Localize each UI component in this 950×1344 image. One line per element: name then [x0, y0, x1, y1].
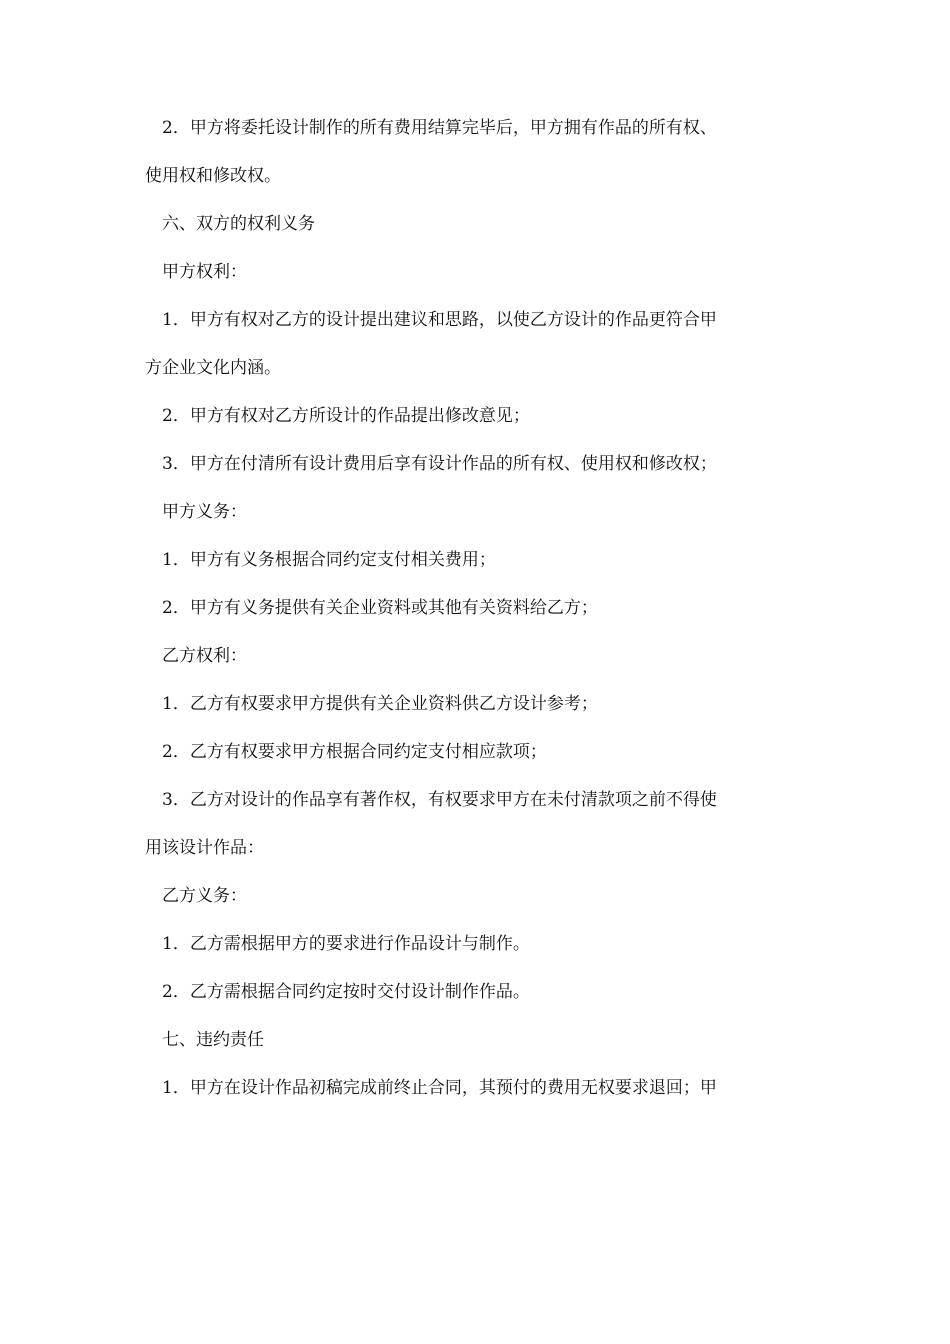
- text-line: 2．甲方将委托设计制作的所有费用结算完毕后，甲方拥有作品的所有权、: [145, 118, 717, 138]
- text-line: 甲方义务：: [145, 502, 247, 522]
- paragraph: [145, 790, 810, 858]
- text-line: 1．甲方在设计作品初稿完成前终止合同，其预付的费用无权要求退回；甲: [145, 1078, 717, 1098]
- text-line: 3．甲方在付清所有设计费用后享有设计作品的所有权、使用权和修改权；: [145, 454, 717, 474]
- section-heading: [145, 1030, 810, 1050]
- text-line: 2．甲方有权对乙方所设计的作品提出修改意见；: [145, 406, 530, 426]
- text-line: 甲方权利：: [145, 262, 247, 282]
- text-line: 七、违约责任: [145, 1030, 264, 1050]
- paragraph: [145, 742, 810, 762]
- subsection-heading: [145, 262, 810, 282]
- paragraph: [145, 694, 810, 714]
- section-heading: [145, 214, 810, 234]
- subsection-heading: [145, 886, 810, 906]
- paragraph: [145, 1078, 810, 1098]
- paragraph: [145, 310, 810, 378]
- text-line: 乙方义务：: [145, 886, 247, 906]
- paragraph: [145, 934, 810, 954]
- text-line: 2．甲方有义务提供有关企业资料或其他有关资料给乙方；: [145, 598, 598, 618]
- text-line: 用该设计作品：: [145, 838, 264, 858]
- text-line: 2．乙方需根据合同约定按时交付设计制作作品。: [145, 982, 530, 1002]
- text-line: 2．乙方有权要求甲方根据合同约定支付相应款项；: [145, 742, 547, 762]
- text-line: 1．甲方有义务根据合同约定支付相关费用；: [145, 550, 496, 570]
- paragraph: [145, 406, 810, 426]
- text-line: 方企业文化内涵。: [145, 358, 281, 378]
- paragraph: [145, 454, 810, 474]
- subsection-heading: [145, 502, 810, 522]
- text-line: 1．乙方需根据甲方的要求进行作品设计与制作。: [145, 934, 530, 954]
- text-line: 1．甲方有权对乙方的设计提出建议和思路，以使乙方设计的作品更符合甲: [145, 310, 717, 330]
- paragraph: [145, 982, 810, 1002]
- text-line: 3．乙方对设计的作品享有著作权，有权要求甲方在未付清款项之前不得使: [145, 790, 717, 810]
- document-body: [145, 118, 810, 1098]
- text-line: 乙方权利：: [145, 646, 247, 666]
- text-line: 1．乙方有权要求甲方提供有关企业资料供乙方设计参考；: [145, 694, 598, 714]
- subsection-heading: [145, 646, 810, 666]
- text-line: 使用权和修改权。: [145, 166, 281, 186]
- paragraph: [145, 550, 810, 570]
- paragraph: [145, 598, 810, 618]
- paragraph: [145, 118, 810, 186]
- text-line: 六、双方的权利义务: [145, 214, 315, 234]
